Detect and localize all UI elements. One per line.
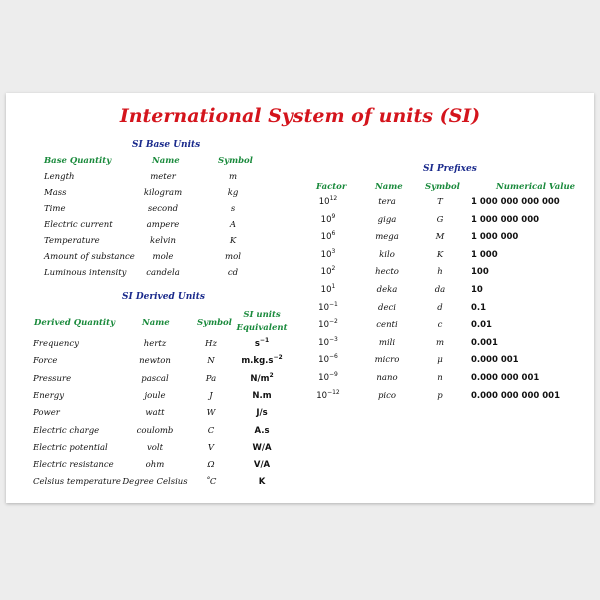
prefix-factor-cell [310, 285, 346, 295]
base-units-title: SI Base Units [132, 140, 201, 150]
prefix-symbol-cell: c [437, 320, 443, 331]
prefix-value-cell: 0.01 [471, 320, 492, 331]
derived-symbol-cell: V [207, 442, 215, 453]
prefix-symbol-cell: μ [437, 355, 443, 366]
base-symbol-cell: A [229, 220, 237, 230]
prefix-value-cell: 1 000 000 000 000 [471, 197, 560, 207]
derived-quantity-cell: Power [33, 408, 60, 419]
prefix-value-cell: 1 000 000 [471, 232, 519, 243]
prefixes-title: SI Prefixes [423, 164, 477, 174]
prefix-factor-cell [310, 320, 346, 330]
derived-symbol-cell: Pa [205, 373, 217, 384]
prefix-symbol-cell: d [437, 302, 443, 313]
factor-exponent: 6 [331, 230, 336, 238]
prefix-symbol-cell: T [437, 197, 443, 207]
prefix-factor-cell [310, 388, 346, 401]
derived-symbol-cell: N [207, 356, 215, 367]
derived-header-equivalent-1: SI units [243, 310, 281, 320]
prefix-factor-cell [310, 373, 346, 383]
prefix-name-cell: pico [377, 390, 397, 401]
factor-base: 10 [318, 302, 329, 313]
factor-exponent: −6 [328, 353, 338, 361]
base-symbol-cell: K [229, 236, 237, 246]
factor-exponent: 3 [331, 247, 336, 255]
derived-header-equivalent-2: Equivalent [236, 323, 288, 333]
equivalent-base: N/m [250, 373, 270, 384]
prefix-name-cell: hecto [375, 267, 399, 278]
equivalent-base: A.s [254, 425, 270, 436]
prefix-name-cell: deka [376, 285, 398, 295]
equivalent-base: s [254, 339, 260, 349]
equivalent-exponent: 2 [269, 371, 274, 379]
factor-exponent: −12 [327, 388, 340, 396]
base-name-cell: second [147, 204, 179, 214]
derived-quantity-cell: Force [33, 356, 58, 367]
prefix-factor-cell [310, 232, 346, 242]
prefix-header-value: Numerical Value [496, 182, 576, 192]
equivalent-base: K [258, 477, 266, 488]
factor-exponent: 9 [331, 212, 336, 220]
derived-quantity-cell: Electric resistance [33, 460, 114, 471]
prefix-factor-cell [310, 267, 346, 277]
base-quantity-cell: Mass [44, 188, 67, 198]
prefix-name-cell: tera [378, 197, 396, 207]
prefix-name-cell: micro [374, 355, 400, 366]
derived-name-cell: hertz [143, 339, 167, 349]
prefix-name-cell: kilo [379, 249, 395, 260]
prefix-symbol-cell: n [437, 373, 443, 383]
prefix-header-name: Name [375, 182, 403, 192]
base-name-cell: kelvin [150, 236, 176, 246]
base-name-cell: meter [150, 172, 176, 182]
prefix-factor-cell [310, 300, 346, 313]
derived-quantity-cell: Celsius temperature [33, 477, 121, 488]
derived-name-cell: pascal [141, 373, 169, 384]
derived-equivalent-cell [230, 371, 294, 384]
base-quantity-cell: Amount of substance [44, 252, 135, 262]
prefix-value-cell: 100 [471, 267, 489, 278]
base-header-name: Name [152, 156, 180, 166]
prefix-value-cell: 10 [471, 285, 483, 295]
factor-base: 10 [320, 285, 332, 295]
base-header-quantity: Base Quantity [44, 156, 112, 166]
derived-equivalent-cell [230, 339, 294, 349]
derived-units-title: SI Derived Units [122, 292, 205, 302]
derived-symbol-cell: C [207, 425, 215, 436]
factor-base: 10 [318, 197, 330, 207]
factor-base: 10 [320, 249, 332, 260]
prefix-name-cell: giga [377, 214, 397, 225]
base-name-cell: candela [146, 268, 180, 278]
derived-equivalent-cell [230, 426, 294, 436]
prefix-header-factor: Factor [316, 182, 347, 192]
base-quantity-cell: Luminous intensity [44, 268, 127, 278]
page-title: International System of units (SI) [119, 105, 481, 127]
prefix-value-cell: 0.000 000 000 001 [471, 390, 560, 401]
prefix-name-cell: mili [378, 337, 396, 348]
prefix-symbol-cell: G [436, 214, 444, 225]
equivalent-exponent: −1 [259, 337, 270, 345]
base-name-cell: mole [152, 252, 174, 262]
derived-name-cell: volt [146, 442, 164, 453]
base-symbol-cell: mol [225, 252, 241, 262]
derived-quantity-cell: Energy [33, 390, 65, 401]
base-quantity-cell: Electric current [44, 220, 113, 230]
derived-name-cell: ohm [145, 460, 165, 471]
factor-exponent: −3 [328, 335, 338, 343]
derived-name-cell: joule [144, 390, 166, 401]
derived-quantity-cell: Frequency [33, 339, 79, 349]
derived-equivalent-cell [230, 443, 294, 453]
factor-base: 10 [320, 232, 332, 243]
derived-symbol-cell: Hz [205, 339, 217, 349]
equivalent-base: N.m [252, 390, 272, 401]
prefix-factor-cell [310, 355, 346, 365]
prefix-factor-cell [310, 335, 346, 348]
derived-header-quantity: Derived Quantity [34, 318, 116, 328]
equivalent-base: V/A [253, 460, 271, 471]
base-symbol-cell: m [228, 172, 238, 182]
base-name-cell: ampere [146, 220, 180, 230]
factor-base: 10 [316, 390, 328, 401]
derived-equivalent-cell [230, 460, 294, 470]
prefix-symbol-cell: K [436, 249, 444, 260]
derived-symbol-cell: W [206, 408, 216, 419]
derived-name-cell: watt [145, 408, 165, 419]
factor-exponent: 12 [329, 195, 338, 203]
prefix-name-cell: deci [378, 302, 396, 313]
base-quantity-cell: Temperature [44, 236, 100, 246]
derived-name-cell: Degree Celsius [122, 477, 188, 488]
prefix-name-cell: mega [375, 232, 399, 243]
derived-name-cell: newton [139, 356, 171, 367]
base-symbol-cell: kg [227, 188, 239, 198]
base-symbol-cell: s [230, 204, 236, 214]
equivalent-base: J/s [256, 408, 268, 419]
base-header-symbol: Symbol [218, 156, 253, 166]
derived-equivalent-cell [230, 477, 294, 487]
factor-exponent: −2 [328, 318, 338, 326]
derived-equivalent-cell [230, 391, 294, 401]
base-symbol-cell: cd [227, 268, 239, 278]
factor-base: 10 [320, 214, 332, 225]
derived-equivalent-cell [230, 356, 294, 366]
prefix-factor-cell [310, 212, 346, 225]
prefix-value-cell: 0.000 000 001 [471, 373, 540, 383]
prefix-symbol-cell: h [437, 267, 443, 278]
prefix-symbol-cell: da [434, 285, 446, 295]
poster-sheet [6, 93, 594, 503]
equivalent-base: m.kg.s [241, 356, 274, 367]
equivalent-base: W/A [252, 442, 272, 453]
derived-header-name: Name [142, 318, 170, 328]
factor-exponent: 2 [331, 265, 336, 273]
prefix-value-cell: 1 000 000 000 [471, 214, 540, 225]
derived-quantity-cell: Electric charge [33, 425, 100, 436]
equivalent-exponent: −2 [273, 354, 283, 362]
derived-symbol-cell: ˚C [205, 477, 217, 488]
prefix-value-cell: 1 000 [471, 249, 498, 260]
prefix-symbol-cell: p [437, 390, 443, 401]
prefix-name-cell: nano [376, 373, 398, 383]
derived-name-cell: coulomb [136, 425, 174, 436]
prefix-value-cell: 0.1 [471, 302, 487, 313]
derived-symbol-cell: J [209, 390, 213, 401]
prefix-header-symbol: Symbol [425, 182, 460, 192]
derived-symbol-cell: Ω [207, 460, 215, 471]
factor-base: 10 [318, 355, 329, 366]
base-quantity-cell: Length [44, 172, 75, 182]
derived-header-symbol: Symbol [197, 318, 232, 328]
factor-base: 10 [318, 320, 329, 331]
prefix-symbol-cell: M [435, 232, 445, 243]
factor-exponent: 1 [331, 283, 336, 291]
factor-base: 10 [318, 337, 329, 348]
prefix-factor-cell [310, 197, 346, 207]
factor-base: 10 [320, 267, 332, 278]
base-quantity-cell: Time [44, 204, 66, 214]
prefix-value-cell: 0.001 [471, 337, 498, 348]
factor-exponent: −9 [328, 371, 338, 379]
derived-quantity-cell: Pressure [33, 373, 72, 384]
factor-base: 10 [318, 373, 329, 383]
derived-quantity-cell: Electric potential [33, 442, 108, 453]
prefix-name-cell: centi [376, 320, 398, 331]
prefix-value-cell: 0.000 001 [471, 355, 519, 366]
prefix-symbol-cell: m [435, 337, 445, 348]
base-name-cell: kilogram [143, 188, 183, 198]
prefix-factor-cell [310, 247, 346, 260]
derived-equivalent-cell [230, 408, 294, 418]
factor-exponent: −1 [328, 300, 338, 308]
